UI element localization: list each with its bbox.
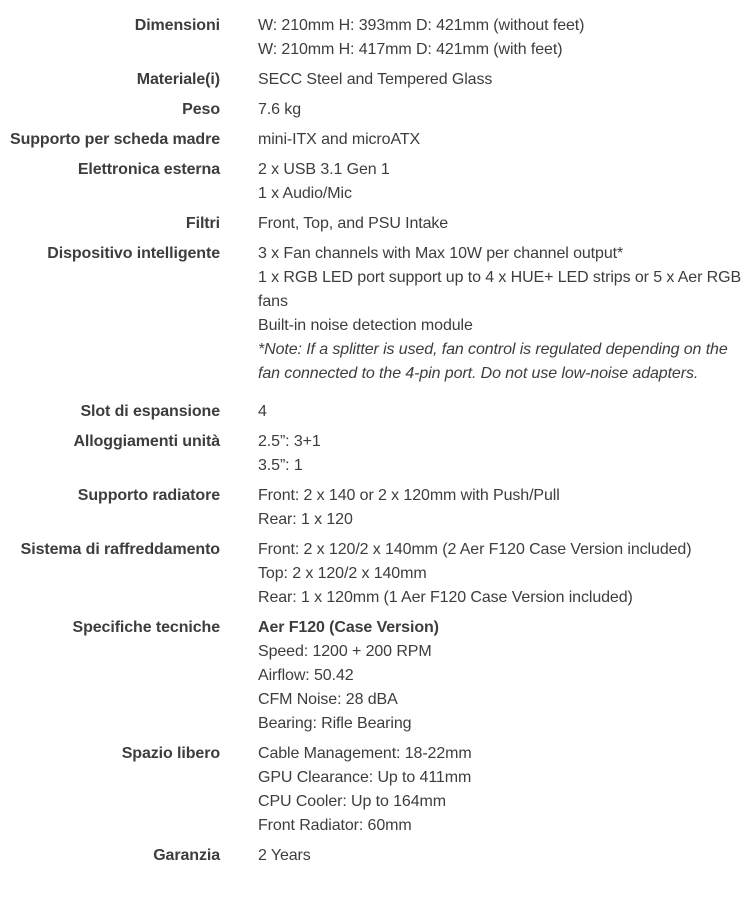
spec-label: Sistema di raffreddamento — [20, 541, 220, 558]
spec-value-line: Bearing: Rifle Bearing — [258, 715, 412, 732]
spec-row — [0, 158, 756, 206]
spec-row — [0, 430, 756, 478]
spec-label: Supporto per scheda madre — [10, 131, 220, 148]
spec-row — [0, 242, 756, 386]
spec-row — [0, 616, 756, 736]
spec-values — [258, 98, 742, 122]
spec-values — [258, 844, 742, 868]
spec-value-line: Speed: 1200 + 200 RPM — [258, 643, 432, 660]
spec-value-line: 1 x RGB LED port support up to 4 x HUE+ LED strips or 5 x Aer RGB fans — [258, 269, 742, 310]
spec-value-line: Aer F120 (Case Version) — [258, 619, 439, 636]
spec-values — [258, 68, 742, 92]
spec-label: Slot di espansione — [80, 403, 220, 420]
spec-values — [258, 128, 742, 152]
spec-row — [0, 484, 756, 532]
spec-value-line: 7.6 kg — [258, 101, 301, 118]
spec-value-line: W: 210mm H: 417mm D: 421mm (with feet) — [258, 41, 563, 58]
spec-label: Filtri — [185, 215, 220, 232]
spec-value-line: Built-in noise detection module — [258, 317, 473, 334]
spec-values — [258, 158, 742, 206]
spec-label: Alloggiamenti unità — [73, 433, 220, 450]
spec-value-line: mini-ITX and microATX — [258, 131, 421, 148]
spec-values — [258, 14, 742, 62]
spec-values — [258, 742, 742, 838]
spec-value-line: 1 x Audio/Mic — [258, 185, 352, 202]
spec-value-line: Front: 2 x 120/2 x 140mm (2 Aer F120 Case Version included) — [258, 541, 692, 558]
spec-values — [258, 430, 742, 478]
spec-value-line: 2 Years — [258, 847, 311, 864]
spec-values — [258, 616, 742, 736]
spec-row — [0, 212, 756, 236]
spec-row — [0, 98, 756, 122]
spec-value-line: Top: 2 x 120/2 x 140mm — [258, 565, 427, 582]
spec-values — [258, 538, 742, 610]
spec-row — [0, 742, 756, 838]
spec-value-line: 2 x USB 3.1 Gen 1 — [258, 161, 390, 178]
spec-label: Specifiche tecniche — [72, 619, 220, 636]
spec-value-line: GPU Clearance: Up to 411mm — [258, 769, 472, 786]
spec-value-line: 3 x Fan channels with Max 10W per channel output* — [258, 245, 624, 262]
spec-label: Supporto radiatore — [77, 487, 220, 504]
spec-value-line: 2.5”: 3+1 — [258, 433, 321, 450]
spec-value-line: Rear: 1 x 120mm (1 Aer F120 Case Version included) — [258, 589, 633, 606]
spec-label: Elettronica esterna — [77, 161, 220, 178]
spec-values — [258, 212, 742, 236]
spec-label: Peso — [182, 101, 220, 118]
spec-label: Spazio libero — [121, 745, 220, 762]
spec-row — [0, 128, 756, 152]
spec-value-line: Cable Management: 18-22mm — [258, 745, 472, 762]
spec-value-line: CFM Noise: 28 dBA — [258, 691, 398, 708]
spec-value-line: 4 — [258, 403, 267, 420]
spec-value-line: *Note: If a splitter is used, fan control is regulated depending on the fan connected to the 4-pin port. Do not use low-noise adapters. — [258, 341, 728, 382]
spec-value-line: Front, Top, and PSU Intake — [258, 215, 449, 232]
spec-values — [258, 400, 742, 424]
spec-row — [0, 844, 756, 868]
spec-values — [258, 484, 742, 532]
spec-row — [0, 68, 756, 92]
spec-value-line: SECC Steel and Tempered Glass — [258, 71, 493, 88]
spec-value-line: 3.5”: 1 — [258, 457, 303, 474]
spec-value-line: CPU Cooler: Up to 164mm — [258, 793, 446, 810]
spec-row — [0, 400, 756, 424]
spec-label: Dispositivo intelligente — [47, 245, 220, 262]
spec-value-line: Front Radiator: 60mm — [258, 817, 412, 834]
spec-value-line: W: 210mm H: 393mm D: 421mm (without feet) — [258, 17, 585, 34]
spec-value-line: Rear: 1 x 120 — [258, 511, 353, 528]
spec-label: Garanzia — [153, 847, 220, 864]
spec-label: Materiale(i) — [136, 71, 220, 88]
spec-value-line: Airflow: 50.42 — [258, 667, 354, 684]
spec-label: Dimensioni — [134, 17, 220, 34]
spec-row — [0, 538, 756, 610]
spec-values — [258, 242, 742, 386]
spec-value-line: Front: 2 x 140 or 2 x 120mm with Push/Pull — [258, 487, 560, 504]
spec-row — [0, 14, 756, 62]
